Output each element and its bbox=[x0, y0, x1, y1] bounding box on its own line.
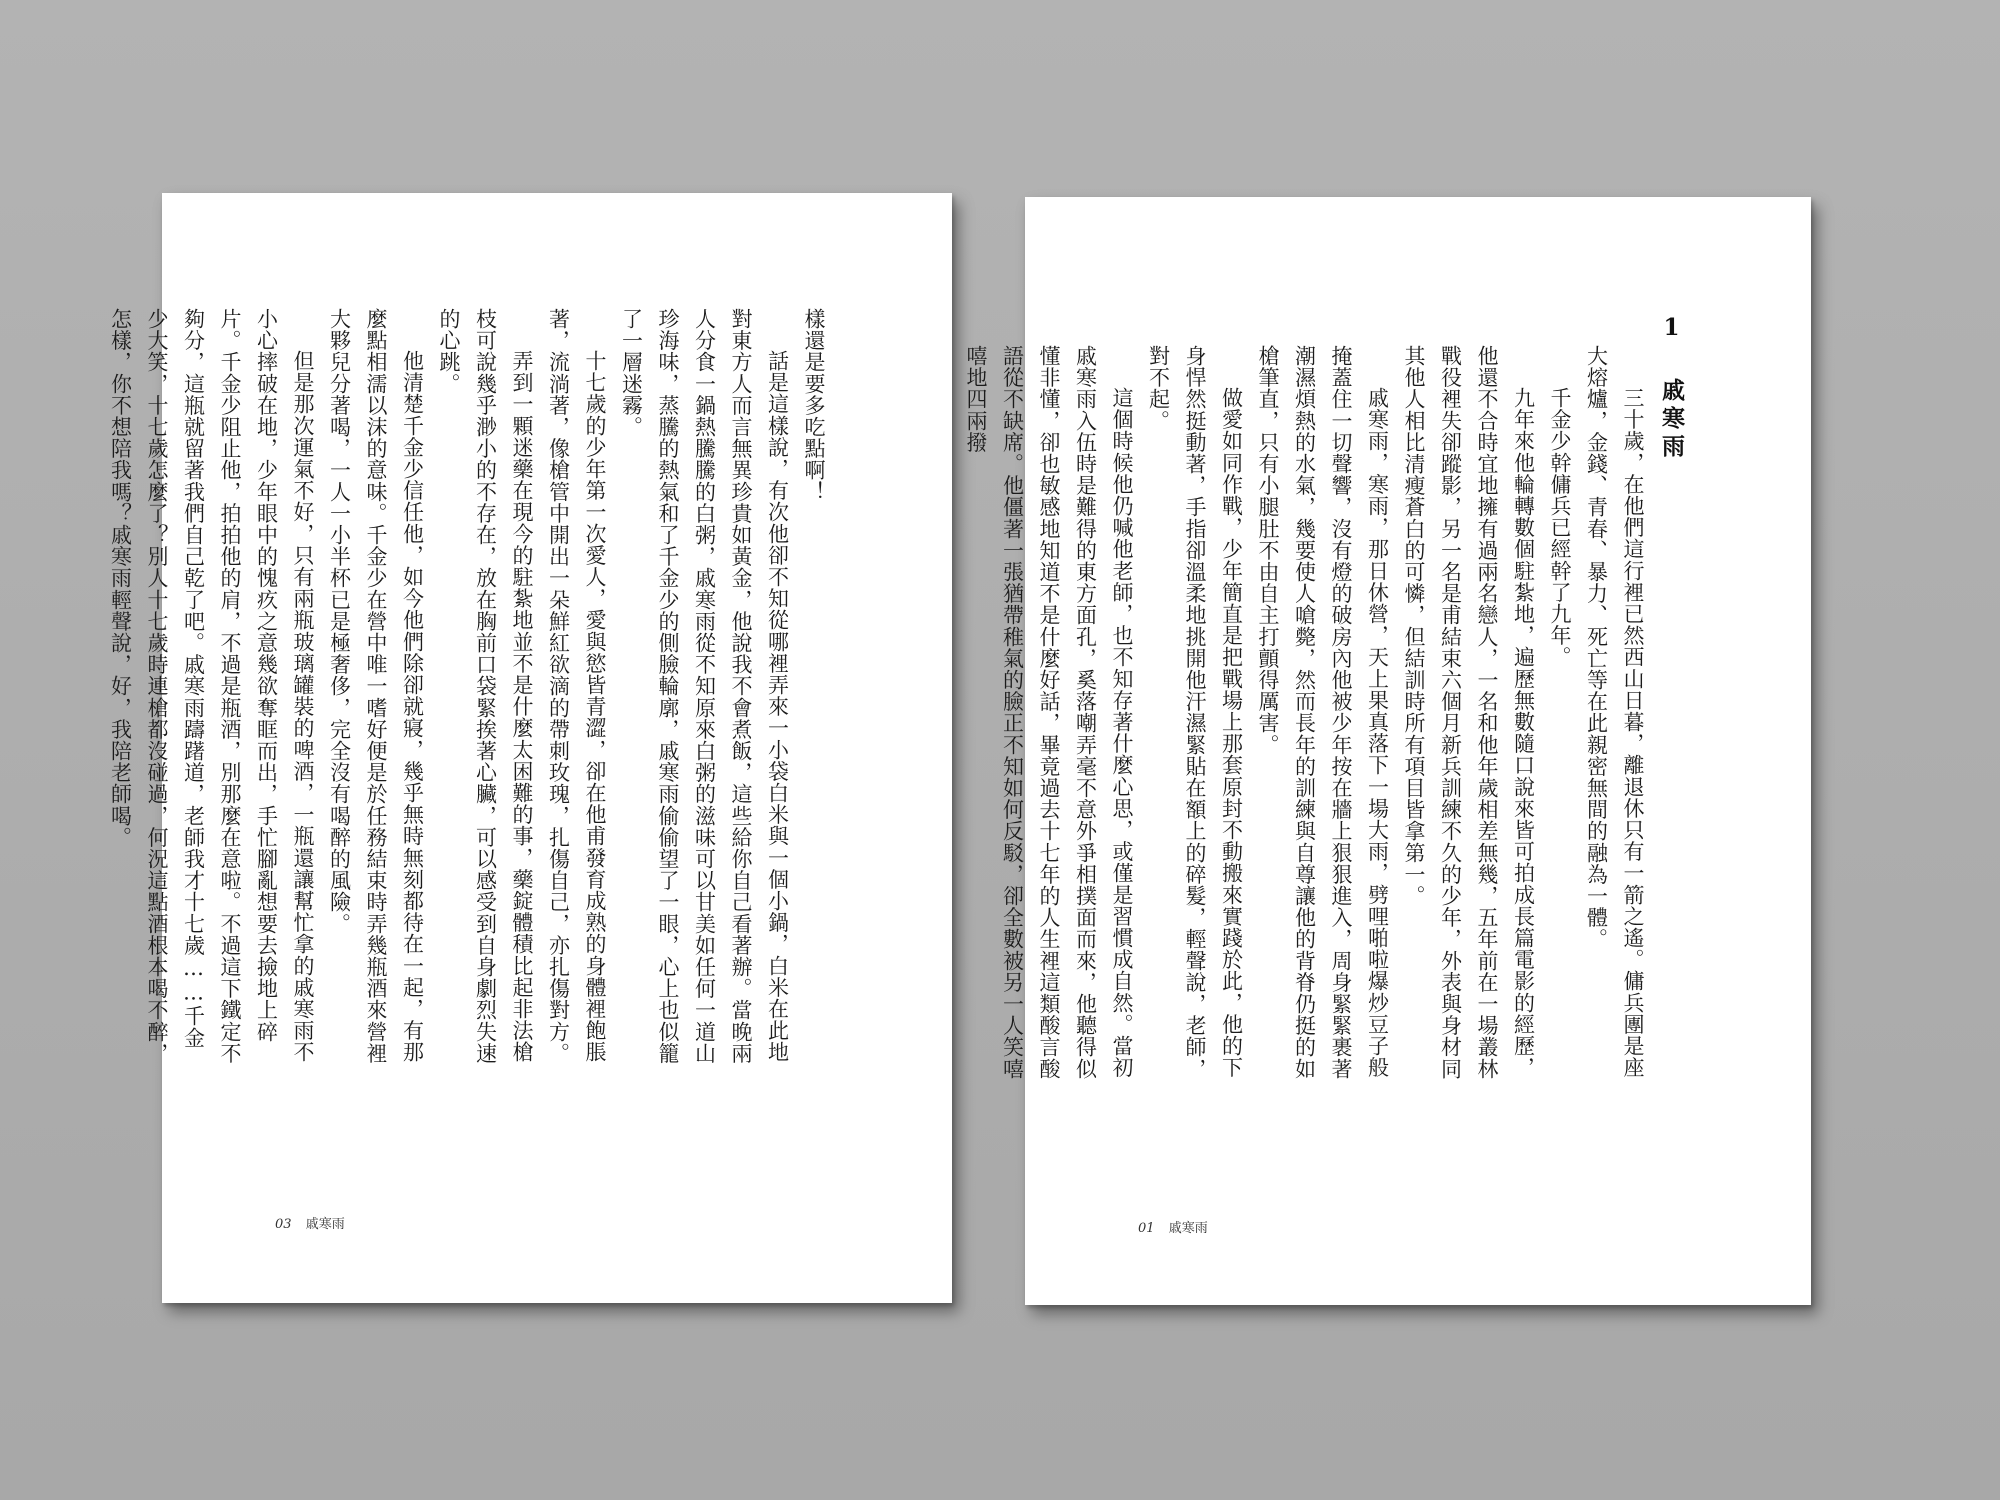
page-footer bbox=[275, 1213, 345, 1232]
chapter-heading: 1 戚寒雨 bbox=[1658, 314, 1685, 462]
book-page-right bbox=[964, 197, 1811, 1305]
book-page-left bbox=[108, 193, 952, 1303]
paragraph: 但是那次運氣不好，只有兩瓶玻璃罐裝的啤酒，一瓶還讓幫忙拿的戚寒雨不小心摔破在地，少年眼中的愧疚之意幾欲奪眶而出，手忙腳亂想要去撿地上碎片。千金少阻止他，拍拍他的肩，不過是瓶酒，別那麼在意啦。不過這下鐵定不夠分，這瓶就留著我們自己乾了吧。戚寒雨躊躇道，老師我才十七歲……千金少大笑，十七歲怎麼了？別人十七歲時連槍都沒碰過，何況這點酒根本喝不醉，怎樣，你不想陪我嗎？戚寒雨輕聲說，好，我陪老師喝。 bbox=[108, 308, 315, 1064]
page-footer bbox=[1138, 1217, 1208, 1236]
running-title: 戚寒雨 bbox=[1168, 1221, 1208, 1236]
page-number: 03 bbox=[275, 1217, 292, 1232]
running-title: 戚寒雨 bbox=[305, 1217, 345, 1232]
page-body-text bbox=[108, 308, 832, 1068]
paragraph: 他清楚千金少信任他，如今他們除卻就寢，幾乎無時無刻都待在一起，有那麼點相濡以沫的意味。千金少在營中唯一嗜好便是於任務結束時弄幾瓶酒來營裡大夥兒分著喝，一人一小半杯已是極奢侈，完全沒有喝醉的風險。 bbox=[327, 308, 425, 1064]
paragraph: 弄到一顆迷藥在現今的駐紮地並不是什麼太困難的事，藥錠體積比起非法槍枝可說幾乎渺小的不存在，放在胸前口袋緊挨著心臟，可以感受到自身劇烈失速的心跳。 bbox=[437, 308, 534, 1064]
paragraph: 十七歲的少年第一次愛人，愛與慾皆青澀，卻在他甫發育成熟的身體裡飽脹著，流淌著，像槍管中開出一朵鮮紅欲滴的帶刺玫瑰，扎傷自己，亦扎傷對方。 bbox=[546, 308, 607, 1064]
paragraph: 話是這樣說，有次他卻不知從哪裡弄來一小袋白米與一個小鍋，白米在此地對東方人而言無異珍貴如黃金，他說我不會煮飯，這些給你自己看著辦。當晚兩人分食一鍋熱騰騰的白粥，戚寒雨從不知原來白粥的滋味可以甘美如任何一道山珍海味，蒸騰的熱氣和了千金少的側臉輪廓，戚寒雨偷偷望了一眼，心上也似籠了一層迷霧。 bbox=[619, 308, 790, 1064]
paragraph: 九年來他輪轉數個駐紮地，遍歷無數隨口說來皆可拍成長篇電影的經歷，他還不合時宜地擁有過兩名戀人，一名和他年歲相差無幾，五年前在一場叢林戰役裡失卻蹤影，另一名是甫結束六個月新兵訓練不久的少年，外表與身材同其他人相比清瘦蒼白的可憐，但結訓時所有項目皆拿第一。 bbox=[1402, 345, 1536, 1080]
paragraph: 樣還是要多吃點啊！ bbox=[802, 308, 826, 503]
page-number: 01 bbox=[1138, 1221, 1155, 1236]
paragraph: 戚寒雨，寒雨，那日休營，天上果真落下一場大雨，劈哩啪啦爆炒豆子般掩蓋住一切聲響，沒有燈的破房內他被少年按在牆上狠狠進入，周身緊緊裹著潮濕煩熱的水氣，幾要使人嗆斃，然而長年的訓練與自尊讓他的背脊仍挺的如槍筆直，只有小腿肚不由自主打顫得厲害。 bbox=[1256, 345, 1390, 1080]
paragraph: 千金少幹傭兵已經幹了九年。 bbox=[1548, 387, 1572, 668]
page-body-text bbox=[964, 345, 1651, 1087]
paragraph: 三十歲，在他們這行裡已然西山日暮，離退休只有一箭之遙。傭兵團是座大熔爐，金錢、青春、暴力、死亡等在此親密無間的融為一體。 bbox=[1584, 345, 1645, 1079]
paragraph: 做愛如同作戰，少年簡直是把戰場上那套原封不動搬來實踐於此，他的下身悍然挺動著，手指卻溫柔地挑開他汗濕緊貼在額上的碎髮，輕聲說，老師，對不起。 bbox=[1146, 345, 1244, 1080]
paragraph: 這個時候他仍喊他老師，也不知存著什麼心思，或僅是習慣成自然。當初戚寒雨入伍時是難得的東方面孔，奚落嘲弄毫不意外爭相撲面而來，他聽得似懂非懂，卻也敏感地知道不是什麼好話，畢竟過去十七年的人生裡這類酸言酸語從不缺席。他僵著一張猶帶稚氣的臉正不知如何反駁，卻全數被另一人笑嘻嘻地四兩撥 bbox=[964, 345, 1134, 1080]
